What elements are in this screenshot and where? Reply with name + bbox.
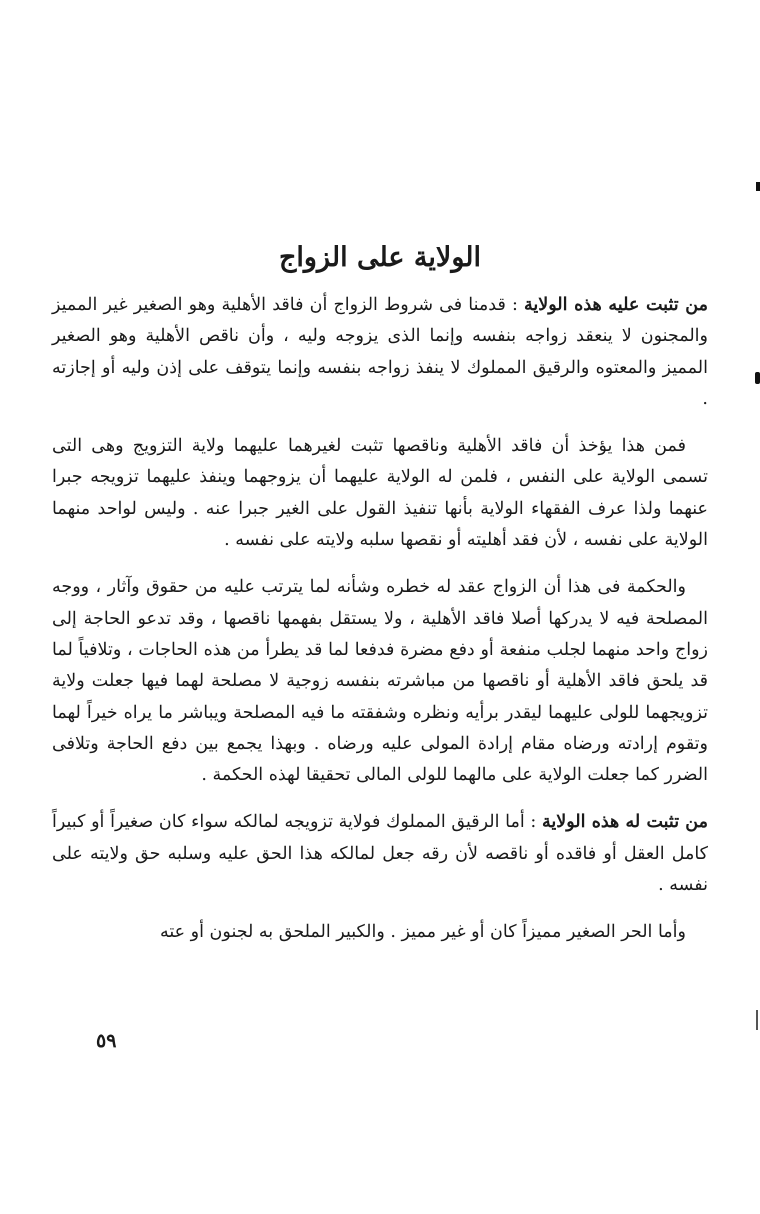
paragraph-1-text: : قدمنا فى شروط الزواج أن فاقد الأهلية وهو الصغير غير المميز والمجنون لا ينعقد زواجه بنفسه وإنما الذى يزوجه وليه ، وأن ناقص الأهلية وهو الصغير المميز والمعتوه والرقيق المملوك لا ينفذ زواجه بنفسه وإنما يتوقف على إذن وليه أو إجازته . bbox=[52, 295, 708, 409]
paragraph-2 bbox=[52, 431, 708, 556]
paragraph-4 bbox=[52, 807, 708, 901]
page-number: ٥٩ bbox=[96, 1030, 117, 1052]
paragraph-2-text: فمن هذا يؤخذ أن فاقد الأهلية وناقصها تثبت لغيرهما عليهما ولاية التزويج وهى التى تسمى الولاية على النفس ، فلمن له الولاية عليهما أن يزوجهما وينفذ عليهما تزويجه جبرا عنهما ولذا عرف الفقهاء الولاية بأنها تنفيذ القول على الغير جبرا عنه . وليس لواحد منهما الولاية على نفسه ، لأن فقد أهليته أو نقصها سلبه ولايته على نفسه . bbox=[52, 436, 708, 551]
paragraph-3 bbox=[52, 572, 708, 791]
paragraph-5 bbox=[52, 917, 708, 948]
paragraph-5-text: وأما الحر الصغير مميزاً كان أو غير مميز . والكبير الملحق به لجنون أو عته bbox=[160, 922, 686, 943]
paragraph-4-lead: من تثبت له هذه الولاية bbox=[542, 812, 708, 833]
paragraph-1 bbox=[52, 290, 708, 415]
paragraph-3-text: والحكمة فى هذا أن الزواج عقد له خطره وشأنه لما يترتب عليه من حقوق وآثار ، ووجه المصلحة فيه لا يدركها أصلا فاقد الأهلية ، ولا يستقل بفهمها ناقصها ، وقد تدعو الحاجة إلى زواج واحد منهما لجلب منفعة أو دفع مضرة فدفعا لما قد يطرأ من هذه الحاجات ، وتلافياً لما قد يلحق فاقد الأهلية أو ناقصها من مباشرته بنفسه زوجية لا مصلحة لهما فيها جعلت ولاية تزويجهما للولى عليهما ليقدر برأيه ونظره وشفقته ما فيه المصلحة ويباشر ما يراه خيراً لهما وتقوم إرادته ورضاه مقام إرادة المولى عليه ورضاه . وبهذا يجمع بين دفع الحاجة وتلافى الضرر كما جعلت الولاية على مالهما للولى المالى تحقيقا لهذه الحكمة . bbox=[52, 577, 708, 786]
body-text bbox=[52, 290, 708, 949]
scan-edge-mark bbox=[755, 372, 760, 384]
scan-edge-mark bbox=[756, 182, 760, 191]
scan-edge-mark bbox=[756, 1010, 758, 1030]
paragraph-1-lead: من تثبت عليه هذه الولاية bbox=[524, 295, 708, 315]
chapter-title: الولاية على الزواج bbox=[278, 242, 481, 273]
paragraph-4-text: : أما الرقيق المملوك فولاية تزويجه لمالكه سواء كان صغيراً أو كبيراً كامل العقل أو فاقده أو ناقصه لأن رقه جعل لمالكه هذا الحق عليه وسلبه حق ولايته على نفسه . bbox=[52, 812, 708, 896]
